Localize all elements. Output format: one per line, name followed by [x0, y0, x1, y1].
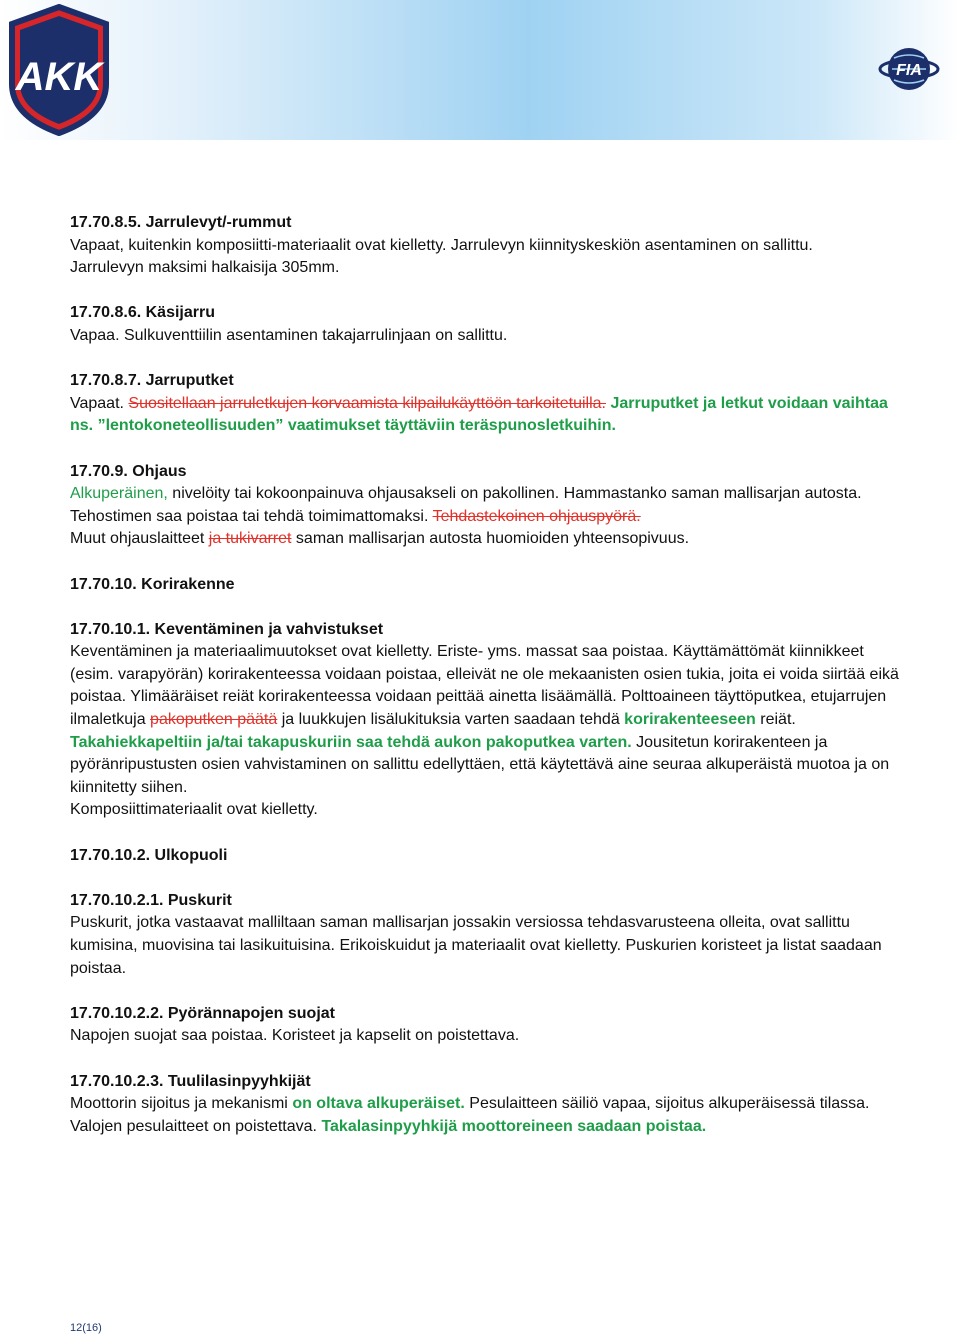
section-heading: 17.70.8.6. Käsijarru: [70, 304, 215, 322]
text-run: Keventäminen ja materiaalimuutokset ovat kielletty. Eriste- yms. massat saa poistaa. Käyttämättömät kiinnikkeet (esim. varapyörän) korirakenteessa voidaan poistaa, elleivät ne ole mekaanisten osien tukia, joita ei voida siirtää eikä poistaa. Ylimääräiset reiät korirakenteessa voidaan peittää ainetta lisäämällä. Polttoaineen täyttöputkea, etujarrujen ilmaletkuja: [70, 643, 899, 729]
section-pyorannapojen-suojat: [70, 1003, 900, 1048]
section-heading: 17.70.10. Korirakenne: [70, 575, 235, 593]
section-heading: 17.70.9. Ohjaus: [70, 462, 187, 480]
text-run: reiät.: [760, 711, 796, 729]
text-run: Pesulaitteen säiliö vapaa, sijoitus alkuperäisessä tilassa. Valojen pesulaitteet on poistettava.: [70, 1095, 870, 1135]
document-body: [70, 212, 900, 1161]
section-kasijarru: [70, 302, 900, 347]
paragraph: [70, 483, 900, 528]
section-heading: 17.70.10.2. Ulkopuoli: [70, 846, 228, 864]
section-ohjaus: [70, 461, 900, 551]
added-text: Takalasinpyyhkijä moottoreineen saadaan poistaa.: [321, 1117, 707, 1135]
section-heading: 17.70.8.7. Jarruputket: [70, 372, 234, 390]
text-run: Jousitetun korirakenteen ja pyöränripustusten osien vahvistaminen on sallittu edellyttäen, että käytettävä aine seuraa alkuperäistä muotoa ja on kiinnitetty siihen.: [70, 733, 890, 796]
page-number: 12(16): [70, 1322, 102, 1334]
section-heading: 17.70.10.1. Keventäminen ja vahvistukset: [70, 620, 384, 638]
page-header: [0, 0, 960, 140]
paragraph: [70, 641, 900, 799]
deleted-text: pakoputken päätä: [150, 711, 278, 729]
added-text: on oltava alkuperäiset.: [292, 1095, 465, 1113]
text-run: nivelöity tai kokoonpainuva ohjausakseli on pakollinen. Hammastanko saman mallisarjan autosta. Tehostimen saa poistaa tai tehdä toimimattomaksi.: [70, 485, 862, 525]
text-run: Vapaat.: [70, 394, 124, 412]
section-korirakenne: [70, 574, 900, 597]
paragraph-line: Vapaat, kuitenkin komposiitti-materiaalit ovat kielletty. Jarrulevyn kiinnityskeskiön asentaminen on sallittu.: [70, 236, 813, 254]
text-run: ja luukkujen lisälukituksia varten saadaan tehdä: [281, 711, 620, 729]
fia-logo: [878, 46, 940, 92]
section-tuulilasinpyyhkijat: [70, 1071, 900, 1139]
deleted-text: Suositellaan jarruletkujen korvaamista kilpailukäyttöön tarkoitetuilla.: [128, 394, 606, 412]
section-heading: 17.70.8.5. Jarrulevyt/-rummut: [70, 214, 292, 231]
text-run: saman mallisarjan autosta huomioiden yhteensopivuus.: [295, 530, 690, 548]
akk-logo: [6, 4, 112, 136]
added-text: Takahiekkapeltiin ja/tai takapuskuriin saa tehdä aukon pakoputkea varten.: [70, 733, 632, 751]
paragraph-line: Komposiittimateriaalit ovat kielletty.: [70, 801, 318, 819]
paragraph-line: Jarrulevyn maksimi halkaisija 305mm.: [70, 259, 340, 277]
text-run: Moottorin sijoitus ja mekanismi: [70, 1095, 288, 1113]
section-heading: 17.70.10.2.1. Puskurit: [70, 891, 232, 909]
section-heading: 17.70.10.2.2. Pyörännapojen suojat: [70, 1004, 335, 1022]
paragraph: [70, 528, 900, 551]
text-run: Muut ohjauslaitteet: [70, 530, 205, 548]
section-keventaminen: [70, 619, 900, 822]
paragraph: [70, 393, 900, 438]
section-puskurit: [70, 890, 900, 980]
deleted-text: Tehdastekoinen ohjauspyörä.: [432, 507, 641, 525]
section-heading: 17.70.10.2.3. Tuulilasinpyyhkijät: [70, 1072, 311, 1090]
paragraph: Puskurit, jotka vastaavat malliltaan saman mallisarjan jossakin versiossa tehdasvarusteena olleita, ovat sallittu kumisina, muovisina tai lasikuituisina. Erikoiskuidut ja materiaalit ovat kielletty. Puskurien koristeet ja listat saadaan poistaa.: [70, 914, 882, 977]
svg-text:FIA: FIA: [896, 62, 922, 79]
added-text: Jarruputket ja letkut voidaan vaihtaa ns.: [70, 394, 888, 435]
section-jarrulevyt: [70, 212, 900, 280]
deleted-text: ja tukivarret: [208, 530, 292, 548]
added-text: korirakenteeseen: [624, 711, 756, 729]
paragraph: [70, 1093, 900, 1138]
section-ulkopuoli: [70, 845, 900, 868]
paragraph-line: Vapaa. Sulkuventtiilin asentaminen takajarrulinjaan on sallittu.: [70, 326, 508, 344]
added-text: ”lentokoneteollisuuden” vaatimukset täyttäviin teräspunosletkuihin.: [97, 417, 616, 435]
paragraph-line: Napojen suojat saa poistaa. Koristeet ja kapselit on poistettava.: [70, 1027, 520, 1045]
added-text: Alkuperäinen,: [70, 485, 168, 503]
section-jarruputket: [70, 370, 900, 438]
svg-text:AKK: AKK: [15, 55, 103, 99]
